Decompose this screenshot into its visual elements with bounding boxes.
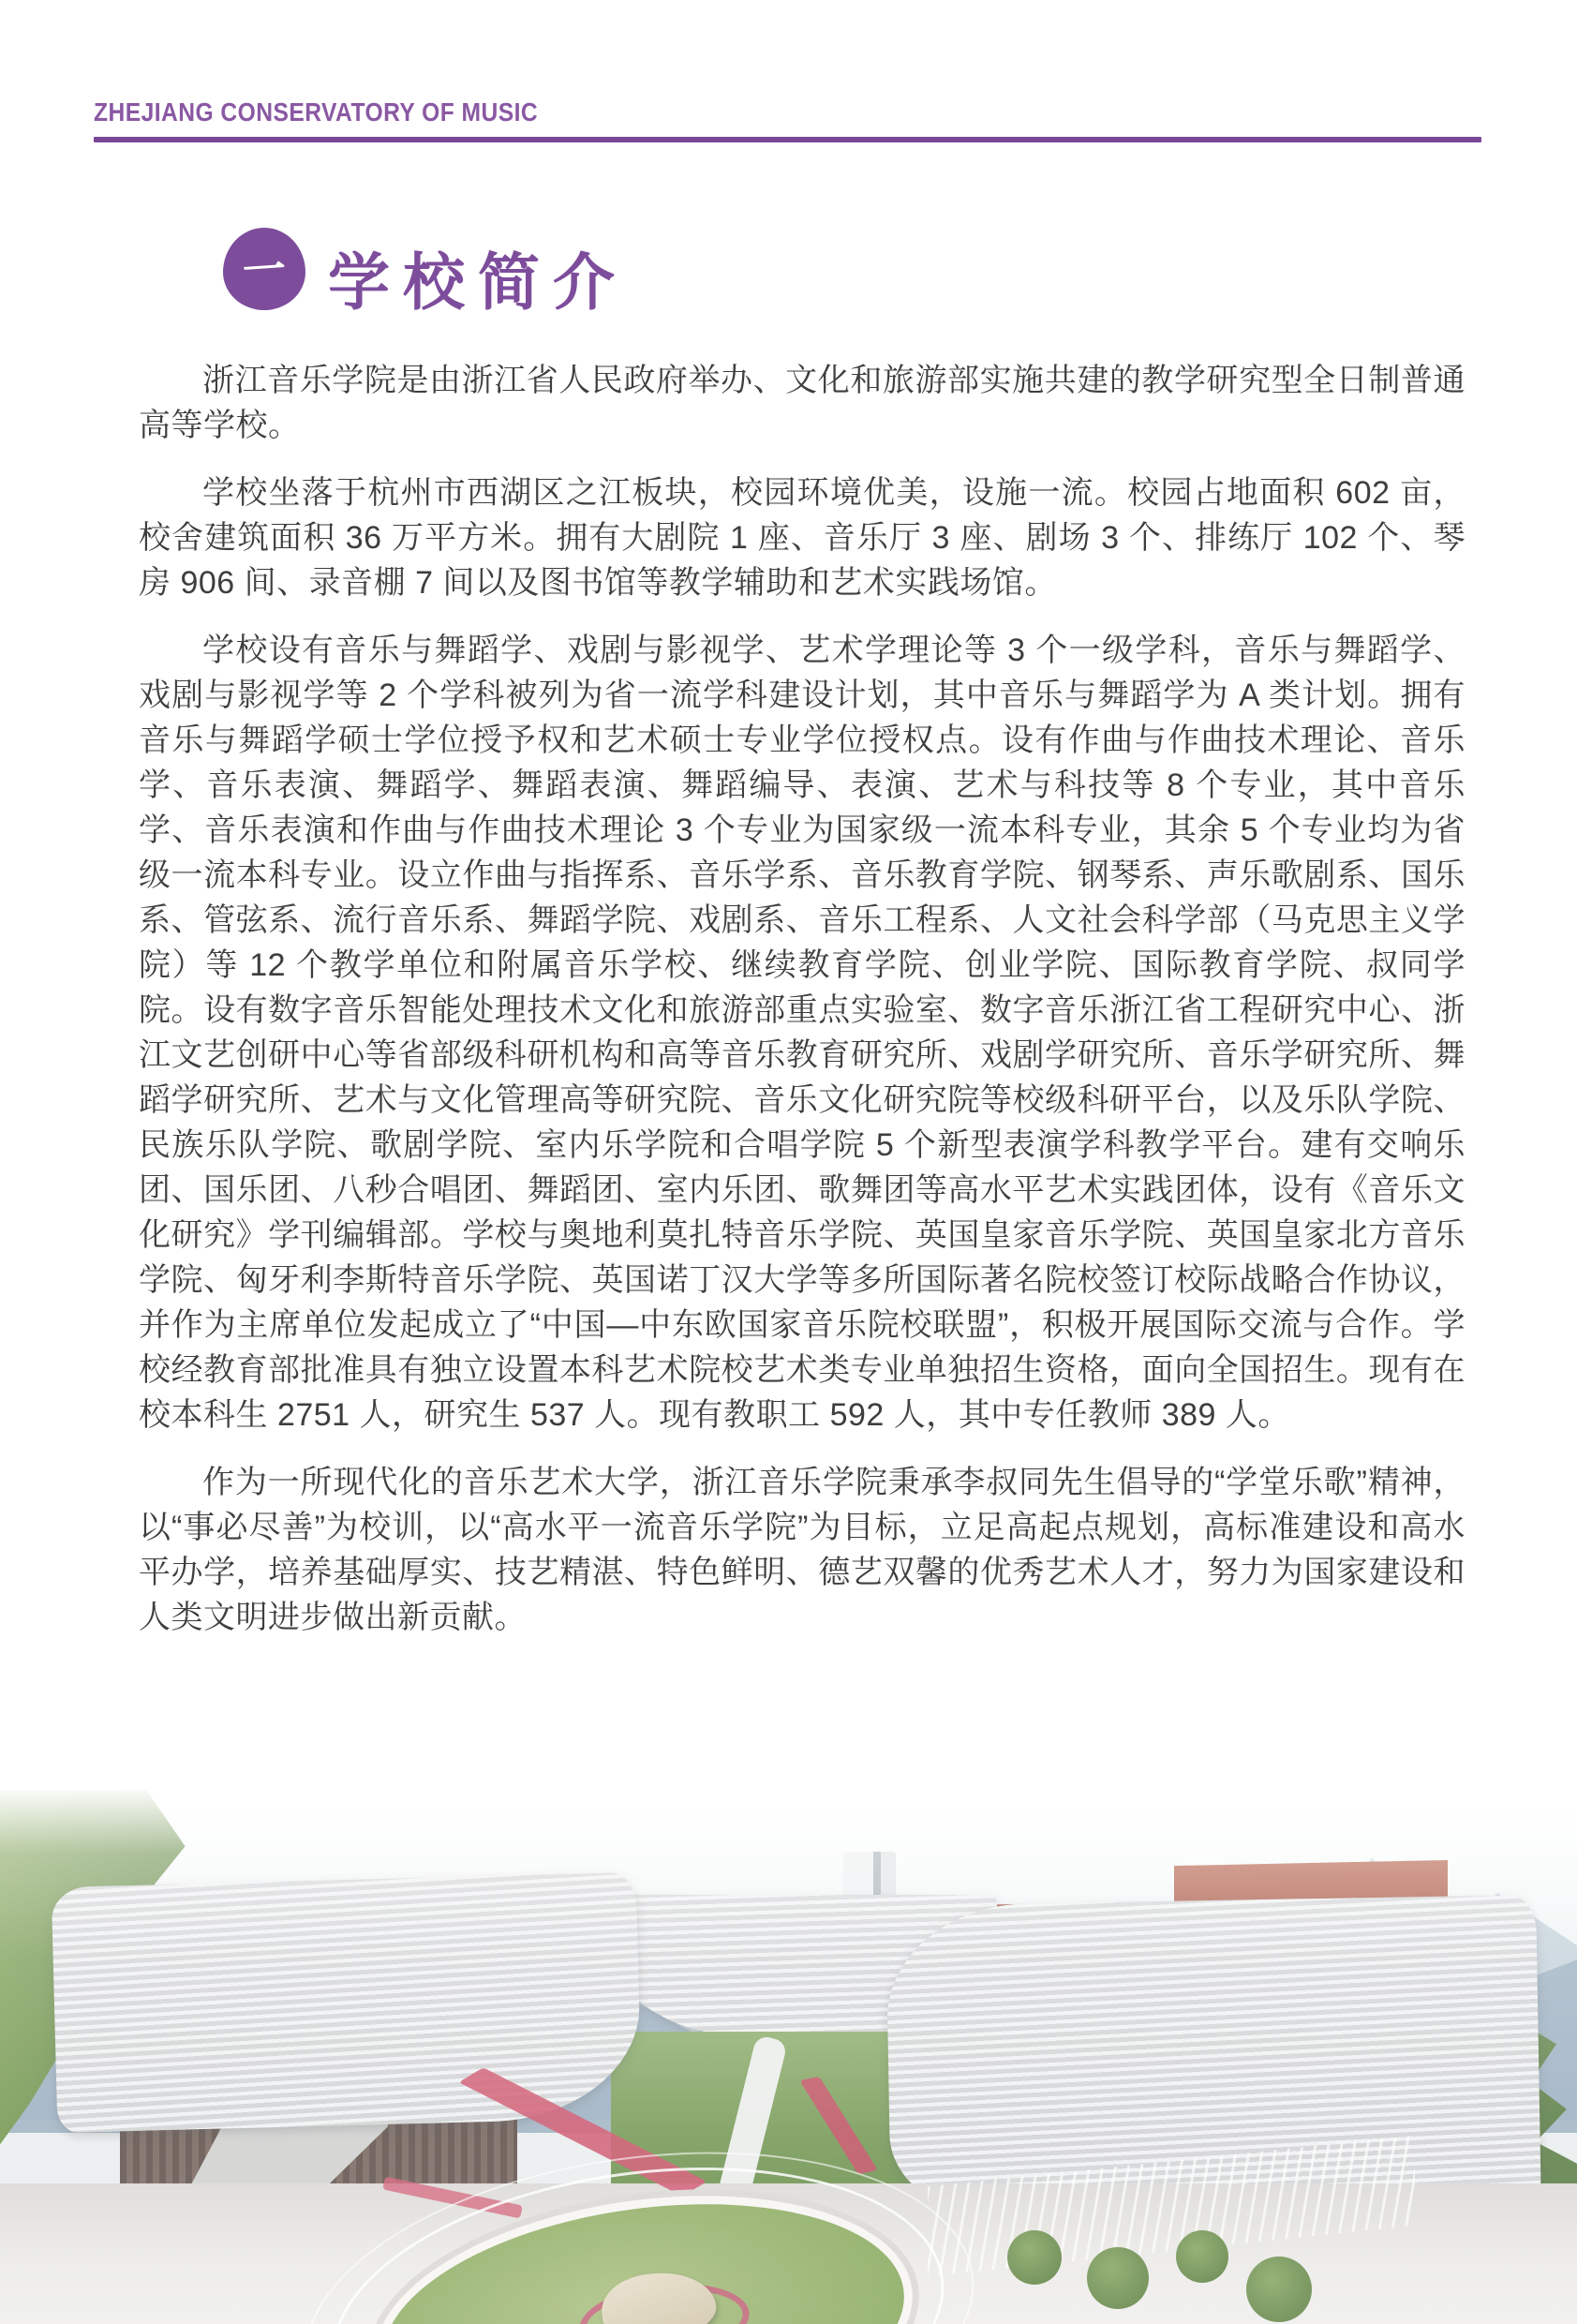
campus-aerial-photo bbox=[0, 1790, 1577, 2324]
header-rule bbox=[94, 137, 1481, 142]
photo-tree bbox=[1176, 2230, 1228, 2283]
photo-left-striped-building bbox=[52, 1872, 643, 2133]
photo-tree bbox=[1007, 2230, 1062, 2285]
section-number: 一 bbox=[241, 245, 288, 296]
photo-tree bbox=[1087, 2247, 1149, 2309]
paragraph-4: 作为一所现代化的音乐艺术大学，浙江音乐学院秉承李叔同先生倡导的“学堂乐歌”精神，以“事必尽善”为校训，以“高水平一流音乐学院”为目标，立足高起点规划，高标准建设和高水平办学，培养基础厚实、技艺精湛、特色鲜明、德艺双馨的优秀艺术人才，努力为国家建设和人类文明进步做出新贡献。 bbox=[139, 1465, 1465, 1635]
paragraph-3: 学校设有音乐与舞蹈学、戏剧与影视学、艺术学理论等 3 个一级学科，音乐与舞蹈学、戏剧与影视学等 2 个学科被列为省一流学科建设计划，其中音乐与舞蹈学为 A 类计划。拥有音乐与舞蹈学硕士学位授予权和艺术硕士专业学位授权点。设有作曲与作曲技术理论、音乐学、音乐表演、舞蹈学、舞蹈表演、舞蹈编导、表演、艺术与科技等 8 个专业，其中音乐学、音乐表演和作曲与作曲技术理论 3 个专业为国家级一流本科专业，其余 5 个专业均为省级一流本科专业。设立作曲与指挥系、音乐学系、音乐教育学院、钢琴系、声乐歌剧系、国乐系、管弦系、流行音乐系、舞蹈学院、戏剧系、音乐工程系、人文社会科学部（马克思主义学院）等 12 个教学单位和附属音乐学校、继续教育学院、创业学院、国际教育学院、叔同学院。设有数字音乐智能处理技术文化和旅游部重点实验室、数字音乐浙江省工程研究中心、浙江文艺创研中心等省部级科研机构和高等音乐教育研究所、戏剧学研究所、音乐学研究所、舞蹈学研究所、艺术与文化管理高等研究院、音乐文化研究院等校级科研平台，以及乐队学院、民族乐队学院、歌剧学院、室内乐学院和合唱学院 5 个新型表演学科教学平台。建有交响乐团、国乐团、八秒合唱团、舞蹈团、室内乐团、歌舞团等高水平艺术实践团体，设有《音乐文化研究》学刊编辑部。学校与奥地利莫扎特音乐学院、英国皇家音乐学院、英国皇家北方音乐学院、匈牙利李斯特音乐学院、英国诺丁汉大学等多所国际著名院校签订校际战略合作协议，并作为主席单位发起成立了“中国—中东欧国家音乐院校联盟”，积极开展国际交流与合作。学校经教育部批准具有独立设置本科艺术院校艺术类专业单独招生资格，面向全国招生。现有在校本科生 2751 人，研究生 537 人。现有教职工 592 人，其中专任教师 389 人。 bbox=[139, 633, 1465, 1433]
brand-wordmark: ZHEJIANG CONSERVATORY OF MUSIC bbox=[94, 97, 539, 127]
paragraph-1: 浙江音乐学院是由浙江省人民政府举办、文化和旅游部实施共建的教学研究型全日制普通高等学校。 bbox=[139, 363, 1465, 443]
page-title: 学校简介 bbox=[328, 249, 628, 318]
paragraph-2: 学校坐落于杭州市西湖区之江板块，校园环境优美，设施一流。校园占地面积 602 亩，校舍建筑面积 36 万平方米。拥有大剧院 1 座、音乐厅 3 座、剧场 3 个、排练厅 102 个、琴房 906 间、录音棚 7 间以及图书馆等教学辅助和艺术实践场馆。 bbox=[139, 475, 1465, 601]
photo-tree bbox=[1246, 2257, 1312, 2322]
section-number-badge bbox=[223, 228, 305, 310]
intro-text bbox=[139, 358, 1465, 1662]
